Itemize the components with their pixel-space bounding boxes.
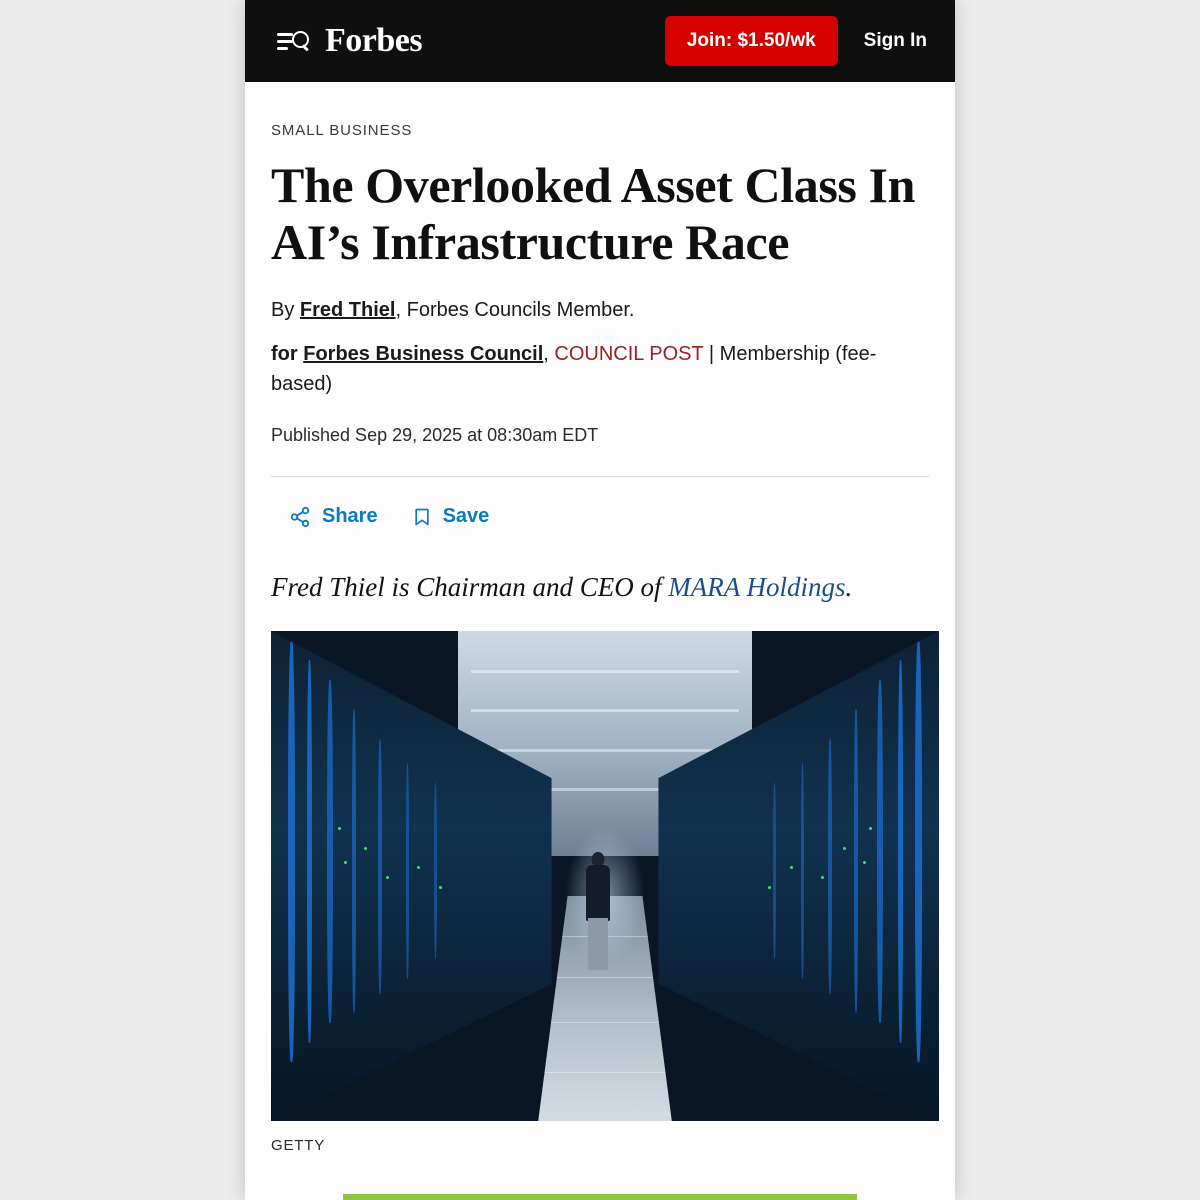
save-button[interactable]	[412, 505, 490, 528]
byline-author-suffix: , Forbes Councils Member.	[395, 299, 635, 321]
menu-search-icon[interactable]	[277, 28, 311, 54]
join-button[interactable]: Join: $1.50/wk	[665, 16, 838, 66]
article-lede	[271, 570, 929, 605]
site-header	[245, 0, 955, 82]
mara-holdings-link[interactable]: MARA Holdings	[668, 572, 846, 602]
council-post-badge: COUNCIL POST	[554, 343, 704, 365]
section-label[interactable]: SMALL BUSINESS	[271, 122, 413, 139]
share-button[interactable]	[289, 505, 378, 528]
council-link[interactable]: Forbes Business Council	[303, 343, 544, 365]
lede-text-before: Fred Thiel is Chairman and CEO of	[271, 572, 669, 602]
save-label: Save	[442, 505, 490, 527]
byline	[271, 295, 929, 399]
author-link[interactable]: Fred Thiel	[299, 299, 396, 321]
browser-page	[245, 0, 955, 1200]
article-actions	[271, 477, 929, 528]
bottom-progress-bar	[343, 1194, 857, 1200]
person-figure	[585, 852, 611, 970]
data-center-aisle-photo	[271, 631, 939, 1121]
photo-credit: GETTY	[271, 1137, 326, 1155]
byline-for-label: for	[271, 343, 298, 365]
lede-text-after: .	[845, 572, 853, 602]
byline-second-line	[271, 339, 929, 399]
membership-note: | Membership (fee-based)	[271, 343, 877, 395]
byline-comma: ,	[543, 343, 549, 365]
published-timestamp: Published Sep 29, 2025 at 08:30am EDT	[271, 425, 599, 445]
forbes-logo[interactable]: Forbes	[325, 22, 423, 59]
byline-by-label: By	[271, 299, 295, 321]
page-title: The Overlooked Asset Class In AI’s Infrastructure Race	[271, 157, 916, 270]
article-figure	[271, 631, 929, 1154]
article-body	[245, 82, 955, 1200]
sign-in-link[interactable]: Sign In	[863, 30, 927, 51]
share-label: Share	[322, 505, 378, 527]
bookmark-icon	[412, 506, 432, 528]
share-icon	[289, 506, 311, 528]
